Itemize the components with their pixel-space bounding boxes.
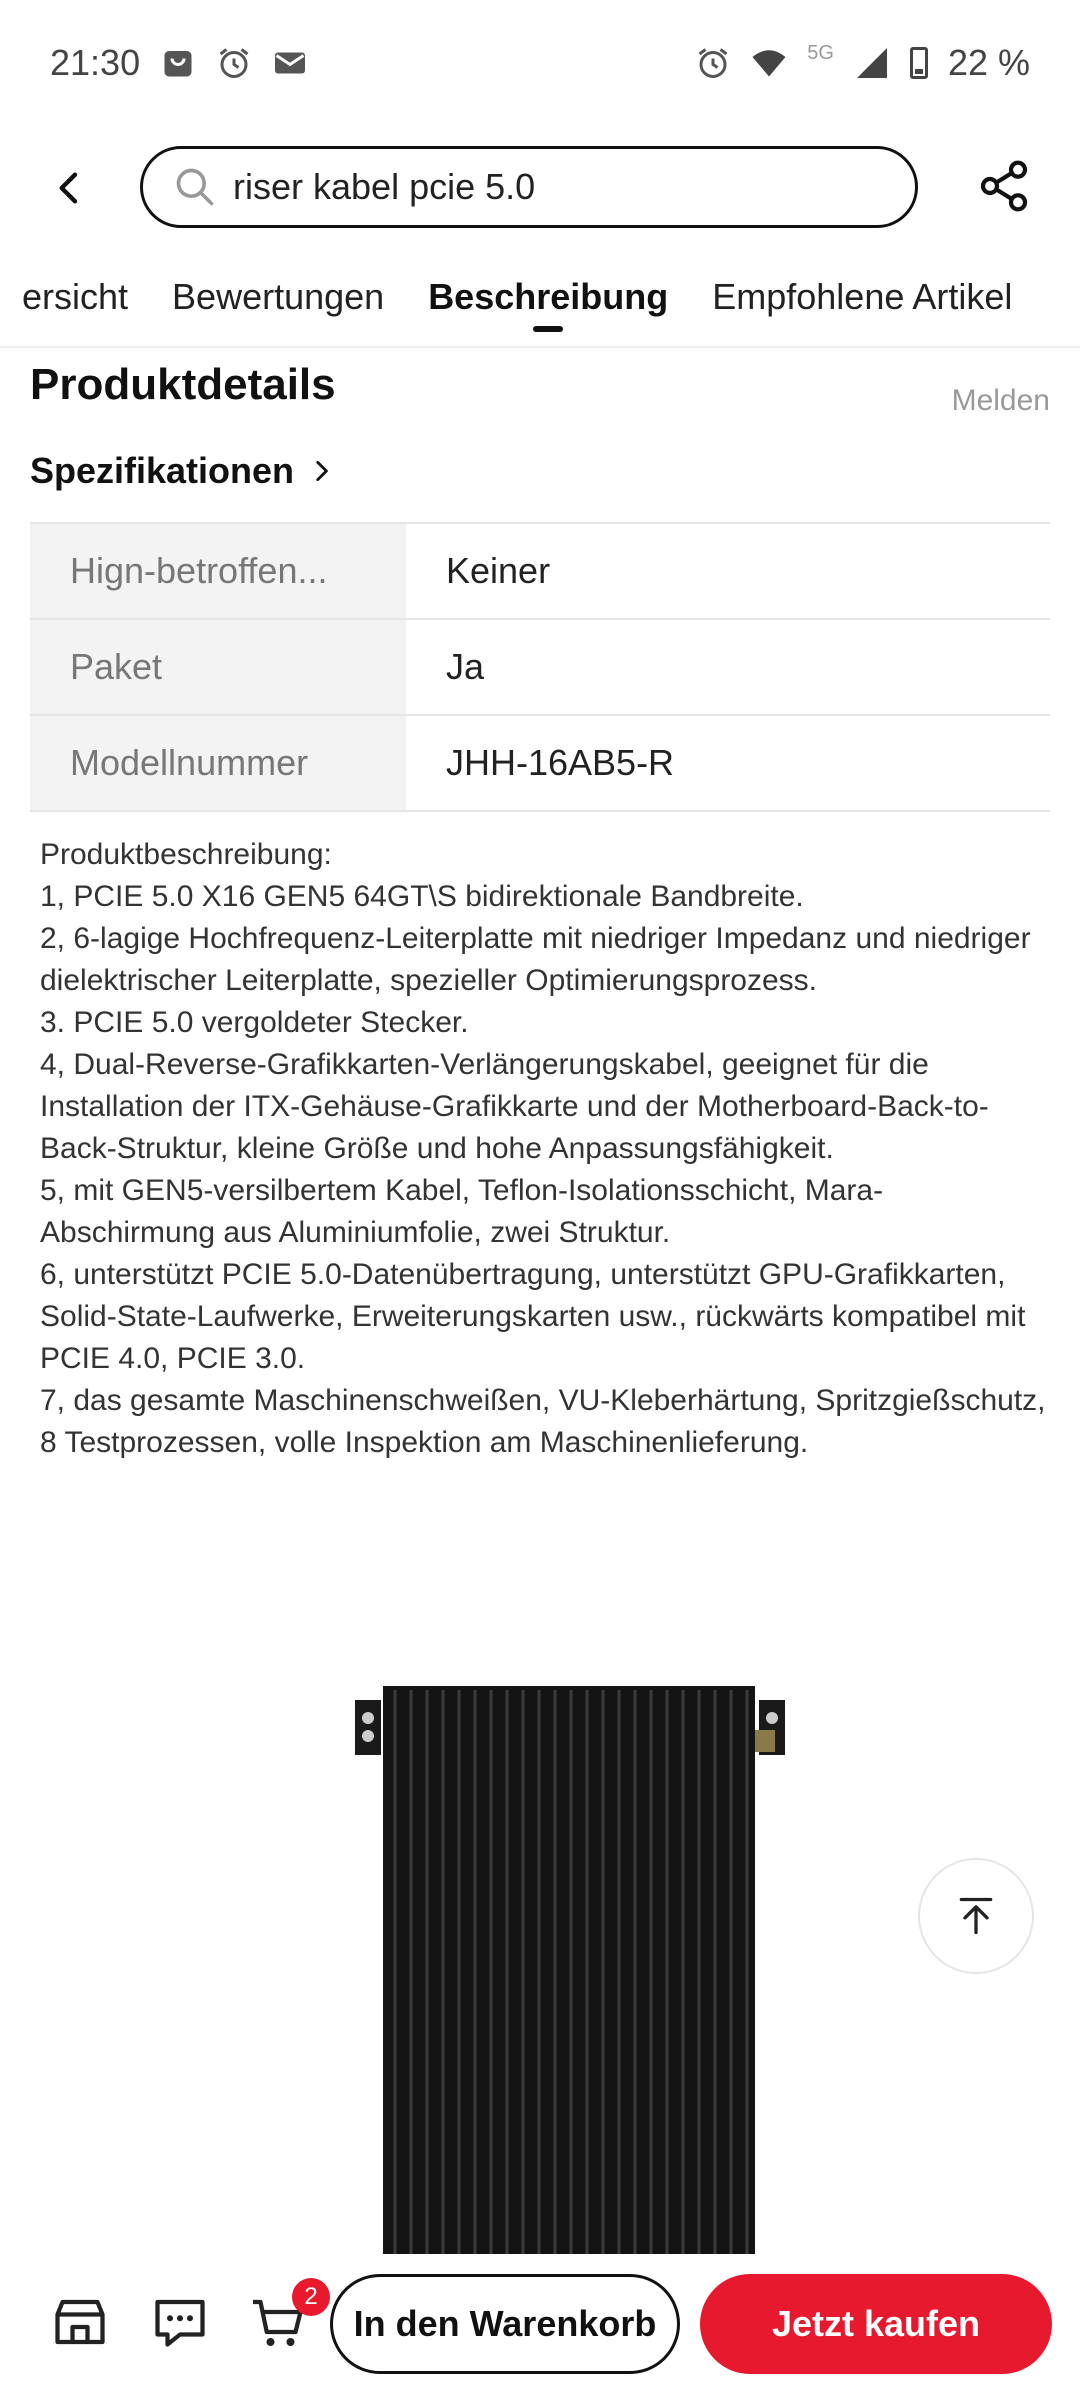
status-time: 21:30 xyxy=(50,42,141,83)
tabs-divider xyxy=(0,346,1080,348)
specifications-link[interactable] xyxy=(30,450,334,492)
section-tabs xyxy=(0,260,1080,348)
battery-icon xyxy=(910,47,928,79)
description-line: 3. PCIE 5.0 vergoldeter Stecker. xyxy=(40,1006,469,1039)
chevron-left-icon xyxy=(50,168,90,208)
specifications-label: Spezifikationen xyxy=(30,450,295,491)
spec-key: Modellnummer xyxy=(30,716,406,810)
description-line: 6, unterstützt PCIE 5.0-Datenübertragung, unterstützt GPU-Grafikkarten, Solid-State-Laufwerke, Erweiterungskarten usw., rückwärts kompatibel mit PCIE 4.0, PCIE 3.0. xyxy=(40,1258,1026,1375)
table-row xyxy=(30,620,1050,716)
tab-recommended[interactable]: Empfohlene Artikel xyxy=(712,276,1013,317)
share-icon xyxy=(976,158,1032,214)
shopping-bag-icon xyxy=(160,45,196,81)
back-button[interactable] xyxy=(40,158,100,218)
add-to-cart-button[interactable]: In den Warenkorb xyxy=(330,2274,680,2374)
scroll-to-top-button[interactable] xyxy=(918,1858,1034,1974)
buy-now-button[interactable]: Jetzt kaufen xyxy=(700,2274,1052,2374)
description-line: Produktbeschreibung: xyxy=(40,838,332,871)
signal-icon xyxy=(854,45,890,81)
description-line: 7, das gesamte Maschinenschweißen, VU-Kleberhärtung, Spritzgießschutz, 8 Testprozessen, volle Inspektion am Maschinenlieferung. xyxy=(40,1384,1046,1459)
chat-icon[interactable] xyxy=(150,2292,210,2352)
table-row xyxy=(30,716,1050,812)
search-bar[interactable] xyxy=(140,146,918,228)
network-type: 5G xyxy=(807,41,834,64)
description-line: 4, Dual-Reverse-Grafikkarten-Verlängerungskabel, geeignet für die Installation der ITX-Gehäuse-Grafikkarte und der Motherboard-Back-to-Back-Struktur, kleine Größe und hohe Anpassungsfähigkeit. xyxy=(40,1048,989,1165)
tab-description[interactable]: Beschreibung xyxy=(428,260,668,334)
alarm-icon xyxy=(216,45,252,81)
spec-key: Hign-betroffen... xyxy=(30,524,406,618)
alarm-icon xyxy=(695,45,731,81)
battery-level: 22 % xyxy=(947,42,1030,83)
search-icon xyxy=(173,165,217,209)
arrow-up-icon xyxy=(954,1894,998,1938)
mail-icon xyxy=(272,45,308,81)
specifications-table xyxy=(30,522,1050,812)
share-button[interactable] xyxy=(976,158,1036,218)
store-icon[interactable] xyxy=(50,2292,110,2352)
spec-key: Paket xyxy=(30,620,406,714)
header xyxy=(0,140,1080,236)
spec-value: JHH-16AB5-R xyxy=(446,742,675,783)
tab-overview[interactable]: ersicht xyxy=(22,276,129,317)
cart-count-badge: 2 xyxy=(292,2278,330,2316)
spec-value: Ja xyxy=(446,646,485,687)
product-details-title: Produktdetails xyxy=(30,360,336,409)
tab-reviews[interactable]: Bewertungen xyxy=(172,276,385,317)
product-image xyxy=(355,1680,785,2255)
bottom-action-bar xyxy=(0,2254,1080,2400)
status-bar xyxy=(0,0,1080,126)
wifi-icon xyxy=(751,45,787,81)
description-line: 1, PCIE 5.0 X16 GEN5 64GT\S bidirektionale Bandbreite. xyxy=(40,880,804,913)
description-line: 2, 6-lagige Hochfrequenz-Leiterplatte mit niedriger Impedanz und niedriger dielektrischer Leiterplatte, spezieller Optimierungsprozess. xyxy=(40,922,1031,997)
report-link[interactable]: Melden xyxy=(951,384,1050,417)
description-line: 5, mit GEN5-versilbertem Kabel, Teflon-Isolationsschicht, Mara-Abschirmung aus Aluminiumfolie, zwei Struktur. xyxy=(40,1174,884,1249)
chevron-right-icon xyxy=(308,458,334,484)
search-input[interactable] xyxy=(231,165,835,209)
table-row xyxy=(30,524,1050,620)
product-description xyxy=(40,834,1050,1464)
spec-value: Keiner xyxy=(446,550,551,591)
